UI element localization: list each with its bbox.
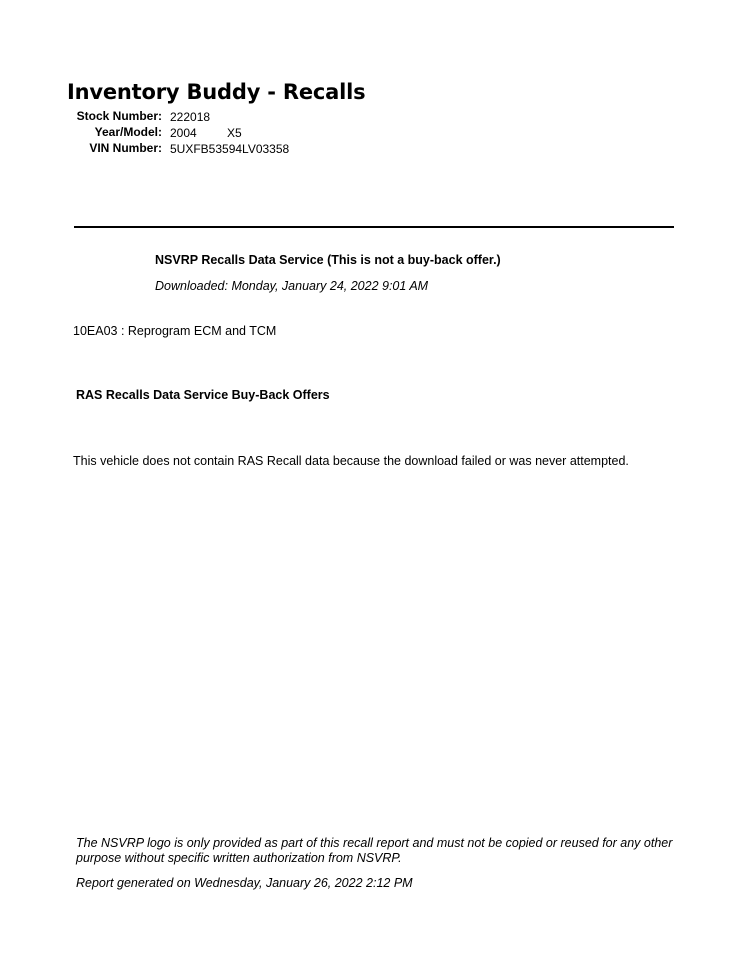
section-divider [74,226,674,228]
stock-number-label: Stock Number: [76,109,162,123]
logo-notice: The NSVRP logo is only provided as part of this recall report and must not be copied or reused for any other purpose without specific written authorization from NSVRP. [76,836,673,865]
nsvrp-downloaded: Downloaded: Monday, January 24, 2022 9:01 AM [155,279,429,293]
nsvrp-heading: NSVRP Recalls Data Service (This is not a buy-back offer.) [155,253,501,267]
vin-number-label: VIN Number: [89,141,162,155]
report-generated: Report generated on Wednesday, January 26, 2022 2:12 PM [76,876,413,890]
stock-number-value: 222018 [170,110,211,124]
year-model-label: Year/Model: [94,125,162,139]
vin-number-value: 5UXFB53594LV03358 [170,142,290,156]
ras-message: This vehicle does not contain RAS Recall data because the download failed or was never attempted. [73,454,629,468]
ras-heading: RAS Recalls Data Service Buy-Back Offers [76,388,330,402]
page-title: Inventory Buddy - Recalls [67,80,366,104]
model-value: X5 [227,126,242,140]
recall-item: 10EA03 : Reprogram ECM and TCM [73,324,277,338]
year-value: 2004 [170,126,197,140]
